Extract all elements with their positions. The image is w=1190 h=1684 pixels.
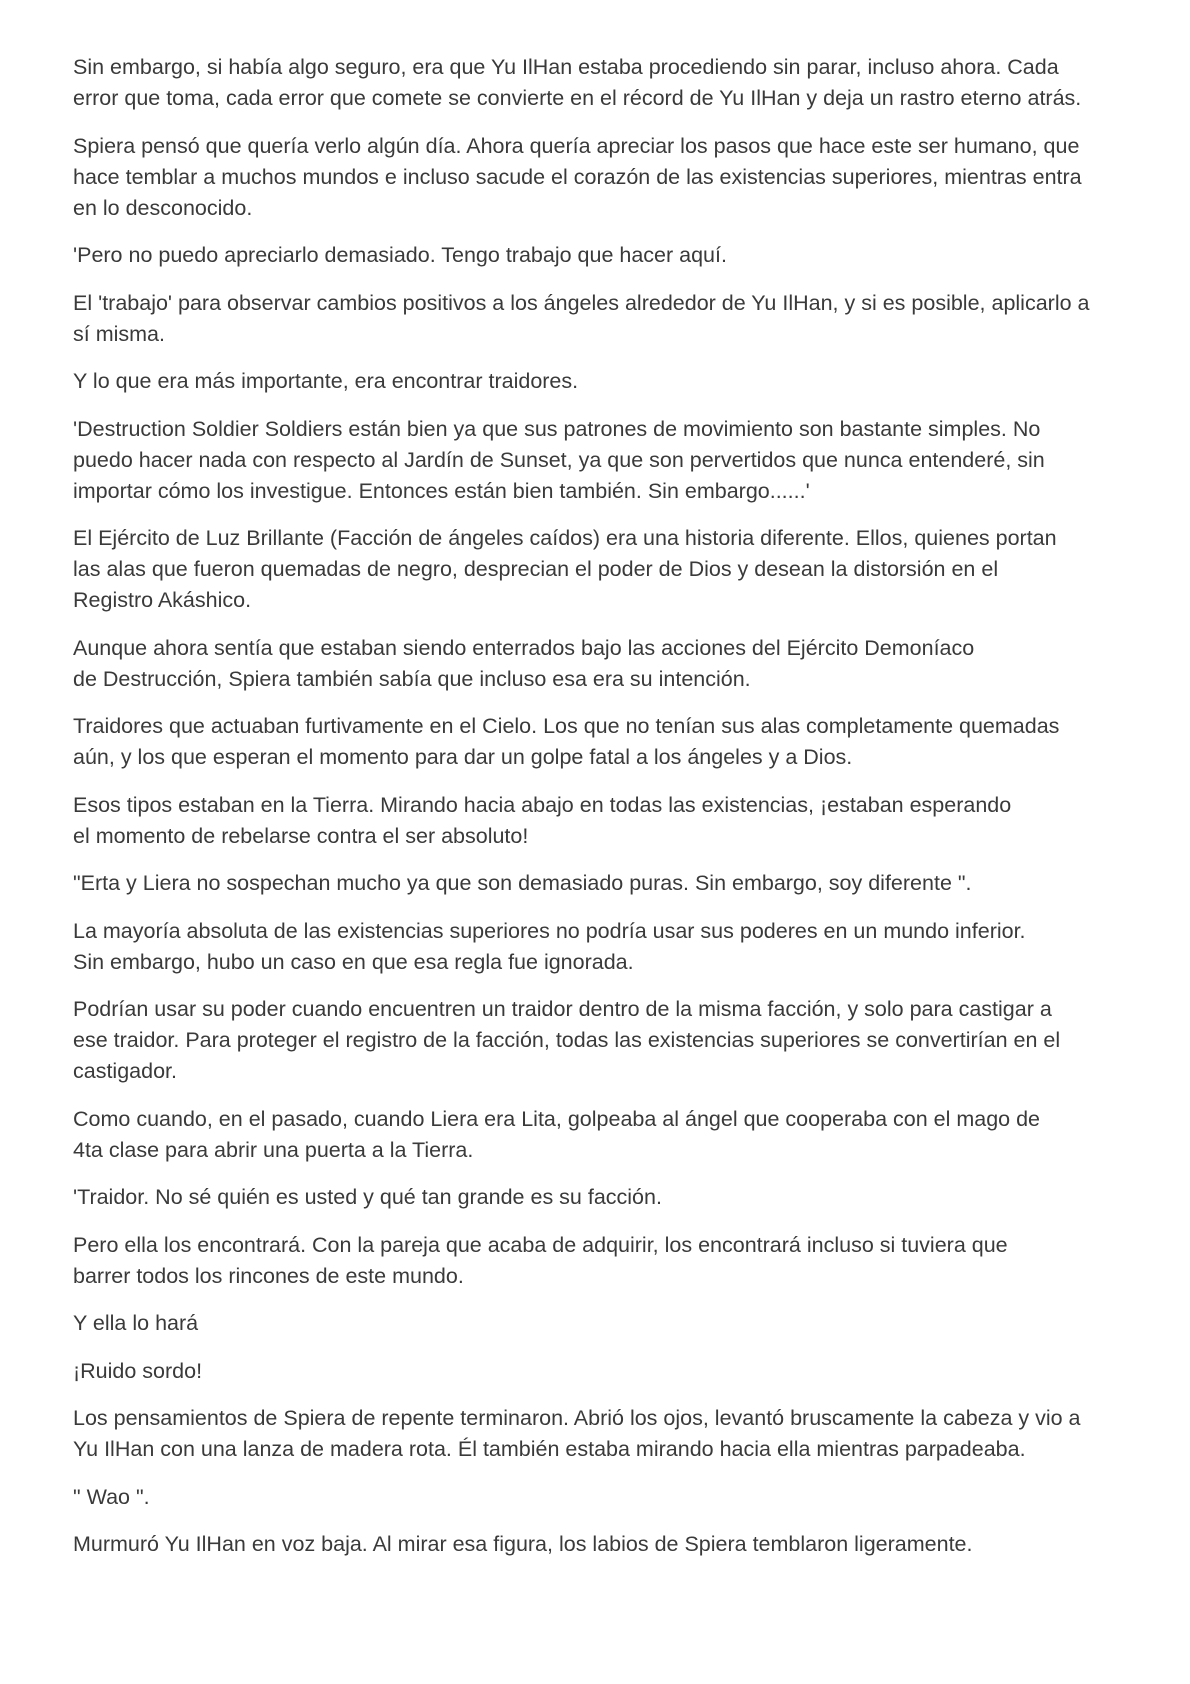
paragraph-21 (73, 1529, 1133, 1560)
paragraph-5 (73, 366, 1133, 397)
paragraph-8 (73, 633, 1133, 695)
paragraph-12 (73, 916, 1133, 978)
text-line: Los pensamientos de Spiera de repente terminaron. Abrió los ojos, levantó bruscamente la cabeza y vio a (73, 1406, 1081, 1430)
paragraph-18 (73, 1356, 1133, 1387)
text-line: 'Pero no puedo apreciarlo demasiado. Tengo trabajo que hacer aquí. (73, 243, 727, 267)
text-line: barrer todos los rincones de este mundo. (73, 1263, 464, 1288)
text-line: 'Destruction Soldier Soldiers están bien ya que sus patrones de movimiento son bastante simples. No (73, 416, 1041, 441)
text-line: Como cuando, en el pasado, cuando Liera era Lita, golpeaba al ángel que cooperaba con el mago de (73, 1106, 1041, 1131)
document-body (73, 52, 1133, 1577)
paragraph-7 (73, 523, 1133, 616)
paragraph-3 (73, 240, 1133, 271)
text-line: Aunque ahora sentía que estaban siendo enterrados bajo las acciones del Ejército Demoníaco (73, 635, 975, 660)
text-line: Sin embargo, si había algo seguro, era que Yu IlHan estaba procediendo sin parar, incluso ahora. Cada (73, 55, 1059, 79)
text-line: " Wao ". (73, 1484, 150, 1509)
text-line: Pero ella los encontrará. Con la pareja que acaba de adquirir, los encontrará incluso si tuviera que (73, 1232, 1008, 1257)
text-line: Y lo que era más importante, era encontrar traidores. (73, 369, 579, 393)
text-line: hace temblar a muchos mundos e incluso sacude el corazón de las existencias superiores, mientras entra (73, 164, 1082, 189)
text-line: Sin embargo, hubo un caso en que esa regla fue ignorada. (73, 949, 634, 974)
text-line: en lo desconocido. (73, 195, 253, 220)
text-line: ¡Ruido sordo! (73, 1358, 203, 1383)
paragraph-20 (73, 1482, 1133, 1513)
text-line: de Destrucción, Spiera también sabía que incluso esa era su intención. (73, 666, 751, 691)
paragraph-13 (73, 994, 1133, 1087)
text-line: aún, y los que esperan el momento para dar un golpe fatal a los ángeles y a Dios. (73, 745, 853, 769)
paragraph-9 (73, 711, 1133, 773)
text-line: Traidores que actuaban furtivamente en el Cielo. Los que no tenían sus alas completamente quemadas (73, 714, 1060, 738)
text-line: Podrían usar su poder cuando encuentren un traidor dentro de la misma facción, y solo para castigar a (73, 997, 1052, 1021)
text-line: castigador. (73, 1059, 177, 1083)
text-line: Y ella lo hará (73, 1311, 199, 1335)
text-line: Murmuró Yu IlHan en voz baja. Al mirar esa figura, los labios de Spiera temblaron ligeramente. (73, 1532, 973, 1556)
paragraph-1 (73, 52, 1133, 114)
paragraph-19 (73, 1403, 1133, 1465)
text-line: 4ta clase para abrir una puerta a la Tierra. (73, 1137, 474, 1162)
paragraph-16 (73, 1230, 1133, 1292)
text-line: Registro Akáshico. (73, 588, 252, 612)
text-line: Spiera pensó que quería verlo algún día. Ahora quería apreciar los pasos que hace este ser humano, que (73, 133, 1080, 158)
text-line: La mayoría absoluta de las existencias superiores no podría usar sus poderes en un mundo inferior. (73, 918, 1026, 943)
paragraph-2 (73, 131, 1133, 224)
paragraph-11 (73, 868, 1133, 899)
text-line: Yu IlHan con una lanza de madera rota. Él también estaba mirando hacia ella mientras parpadeaba. (73, 1437, 1026, 1461)
text-line: sí misma. (73, 321, 165, 346)
text-line: error que toma, cada error que comete se convierte en el récord de Yu IlHan y deja un rastro eterno atrás. (73, 86, 1082, 110)
paragraph-15 (73, 1182, 1133, 1213)
text-line: las alas que fueron quemadas de negro, desprecian el poder de Dios y desean la distorsión en el (73, 557, 999, 581)
paragraph-17 (73, 1308, 1133, 1339)
text-line: "Erta y Liera no sospechan mucho ya que son demasiado puras. Sin embargo, soy diferente ". (73, 871, 972, 895)
text-line: importar cómo los investigue. Entonces están bien también. Sin embargo......' (73, 478, 810, 503)
text-line: ese traidor. Para proteger el registro de la facción, todas las existencias superiores se convertirían en el (73, 1028, 1061, 1052)
paragraph-10 (73, 790, 1133, 852)
text-line: el momento de rebelarse contra el ser absoluto! (73, 823, 529, 848)
text-line: El 'trabajo' para observar cambios positivos a los ángeles alrededor de Yu IlHan, y si es posible, aplicarlo a (73, 290, 1090, 315)
paragraph-4 (73, 288, 1133, 350)
paragraph-14 (73, 1104, 1133, 1166)
text-line: 'Traidor. No sé quién es usted y qué tan grande es su facción. (73, 1185, 662, 1209)
text-line: El Ejército de Luz Brillante (Facción de ángeles caídos) era una historia diferente. Ellos, quienes portan (73, 526, 1057, 550)
paragraph-6 (73, 414, 1133, 507)
text-line: puedo hacer nada con respecto al Jardín de Sunset, ya que son pervertidos que nunca entenderé, sin (73, 447, 1045, 472)
text-line: Esos tipos estaban en la Tierra. Mirando hacia abajo en todas las existencias, ¡estaban esperando (73, 792, 1012, 817)
